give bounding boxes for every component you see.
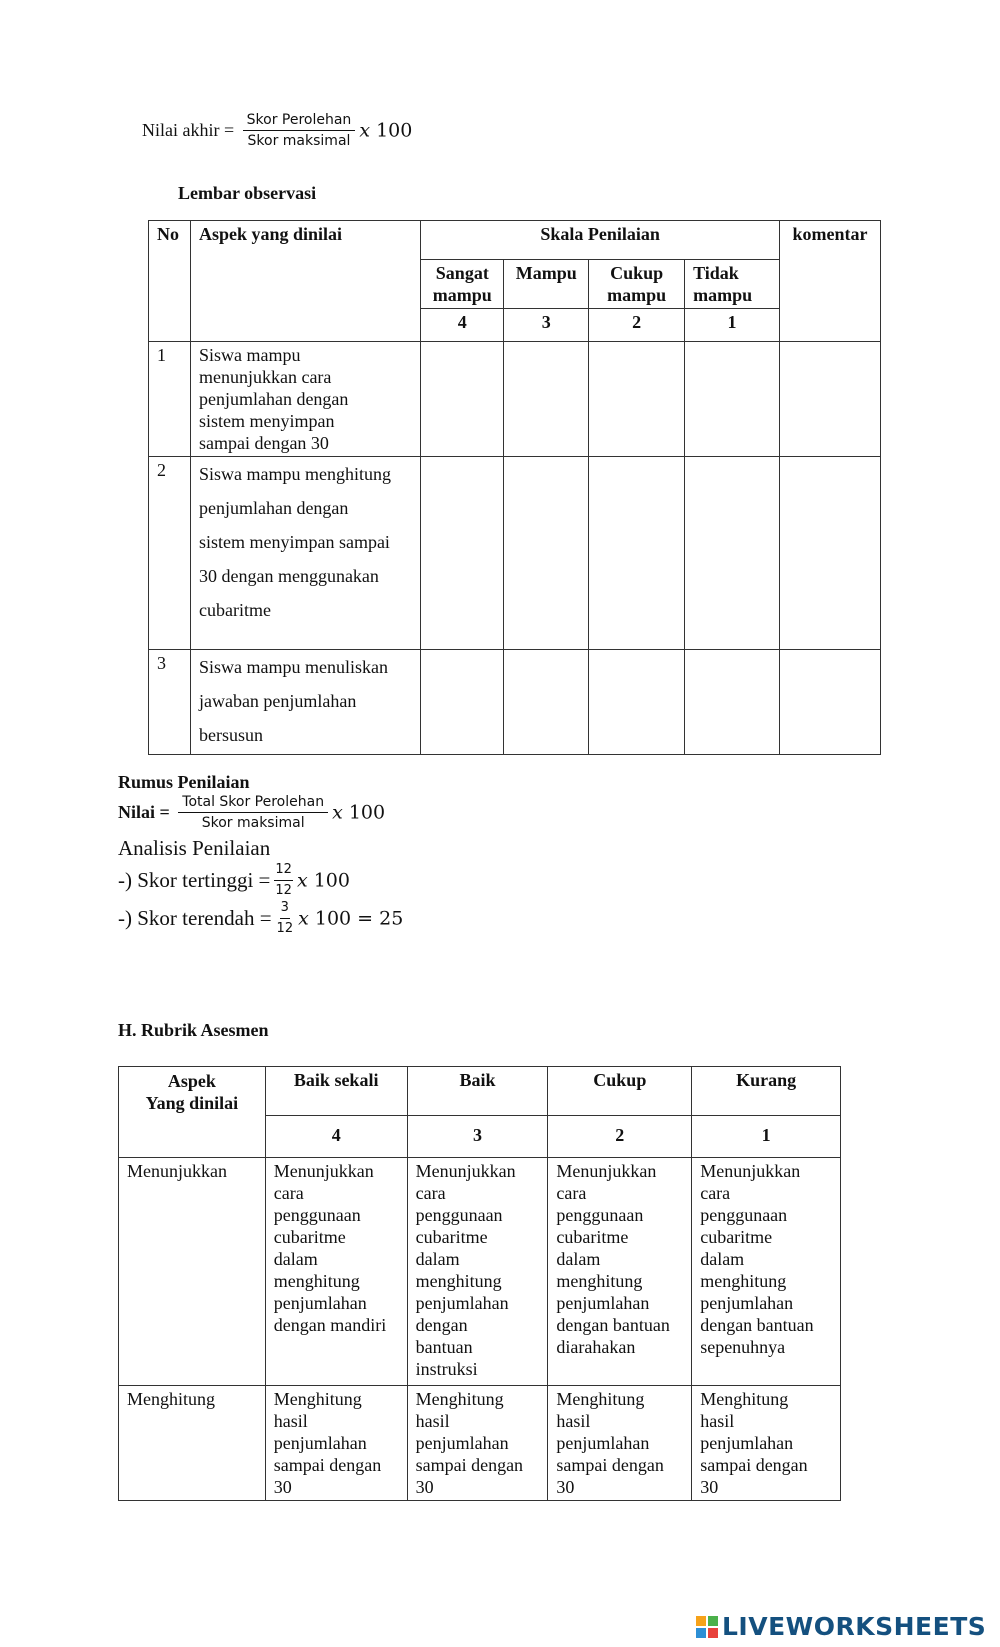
formula-label: Nilai akhir = xyxy=(142,120,239,140)
rubric-cell: Menghitung hasil penjumlahan sampai dengan 30 xyxy=(692,1386,841,1501)
scale-level-label: Tidak mampu xyxy=(685,260,780,309)
rubric-level-score: 2 xyxy=(548,1116,692,1158)
header-aspect: Aspek yang dinilai xyxy=(190,221,420,342)
row-number: 1 xyxy=(149,342,191,457)
comment-cell xyxy=(780,342,881,457)
highest-score-label: -) Skor tertinggi = xyxy=(118,868,271,892)
rubric-cell: Menghitung hasil penjumlahan sampai dengan 30 xyxy=(265,1386,407,1501)
table-row xyxy=(119,1386,841,1501)
rubric-cell: Menunjukkan cara penggunaan cubaritme dalam menghitung penjumlahan dengan bantuan diarahakan xyxy=(548,1158,692,1386)
score-cell xyxy=(589,650,685,755)
times-symbol: x xyxy=(359,119,371,142)
rumus-title: Rumus Penilaian xyxy=(118,772,250,792)
lowest-score-label: -) Skor terendah = xyxy=(118,906,272,930)
rubric-cell: Menunjukkan cara penggunaan cubaritme dalam menghitung penjumlahan dengan mandiri xyxy=(265,1158,407,1386)
table-row xyxy=(119,1158,841,1386)
scale-score: 3 xyxy=(504,309,589,342)
rubric-level-label: Baik xyxy=(407,1067,548,1116)
highest-rest: 100 xyxy=(313,869,350,892)
score-cell xyxy=(685,342,780,457)
rubric-level-label: Cukup xyxy=(548,1067,692,1116)
table-row xyxy=(149,342,881,457)
rumus-numerator: Total Skor Perolehan xyxy=(178,794,328,813)
observation-table xyxy=(148,220,881,755)
score-cell xyxy=(685,650,780,755)
table-row xyxy=(149,457,881,650)
rumus-denominator: Skor maksimal xyxy=(201,815,305,831)
score-cell xyxy=(589,457,685,650)
times-symbol: x xyxy=(332,801,343,824)
rubric-cell: Menunjukkan cara penggunaan cubaritme dalam menghitung penjumlahan dengan bantuan instruksi xyxy=(407,1158,548,1386)
scale-score: 2 xyxy=(589,309,685,342)
formula-denominator: Skor maksimal xyxy=(247,133,351,149)
rubric-aspect-header: Aspek Yang dinilai xyxy=(119,1067,266,1158)
formula-numerator: Skor Perolehan xyxy=(243,112,356,131)
scale-level-label: Cukup mampu xyxy=(589,260,685,309)
score-cell xyxy=(685,457,780,650)
table-row xyxy=(149,650,881,755)
score-cell xyxy=(504,342,589,457)
formula-fraction xyxy=(243,112,356,149)
rubric-level-label: Kurang xyxy=(692,1067,841,1116)
scale-score: 1 xyxy=(685,309,780,342)
rumus-value: 100 xyxy=(348,801,386,824)
liveworksheets-logo xyxy=(696,1612,986,1641)
highest-numerator: 12 xyxy=(274,862,293,881)
final-score-formula xyxy=(142,112,412,149)
formula-value: 100 xyxy=(376,119,413,142)
score-cell xyxy=(504,457,589,650)
liveworksheets-logo-icon xyxy=(696,1616,718,1638)
score-cell xyxy=(421,650,504,755)
rumus-label: Nilai = xyxy=(118,802,175,822)
header-comment: komentar xyxy=(780,221,881,342)
times-symbol: x xyxy=(298,907,309,930)
lowest-score-line xyxy=(118,900,403,937)
score-cell xyxy=(589,342,685,457)
observation-title: Lembar observasi xyxy=(178,183,317,203)
comment-cell xyxy=(780,650,881,755)
row-number: 2 xyxy=(149,457,191,650)
rubric-cell: Menunjukkan cara penggunaan cubaritme dalam menghitung penjumlahan dengan bantuan sepenuhnya xyxy=(692,1158,841,1386)
lowest-denominator: 12 xyxy=(276,921,294,936)
lowest-numerator: 3 xyxy=(280,900,290,919)
rubric-title: H. Rubrik Asesmen xyxy=(118,1020,269,1040)
rumus-formula xyxy=(118,794,385,831)
row-aspect: Siswa mampu menunjukkan cara penjumlahan dengan sistem menyimpan sampai dengan 30 xyxy=(190,342,420,457)
lowest-rest: 100 = 25 xyxy=(314,907,404,930)
scale-level-label: Sangat mampu xyxy=(421,260,504,309)
rubric-aspect: Menunjukkan xyxy=(119,1158,266,1386)
rumus-fraction xyxy=(178,794,328,831)
highest-score-line xyxy=(118,862,350,899)
highest-score-fraction xyxy=(274,862,293,899)
header-scale: Skala Penilaian xyxy=(421,221,780,260)
rubric-level-score: 4 xyxy=(265,1116,407,1158)
times-symbol: x xyxy=(296,869,308,892)
rubric-table xyxy=(118,1066,841,1501)
brand-text: LIVEWORKSHEETS xyxy=(722,1612,987,1641)
rubric-aspect: Menghitung xyxy=(119,1386,266,1501)
rubric-level-score: 3 xyxy=(407,1116,548,1158)
score-cell xyxy=(421,457,504,650)
row-aspect: Siswa mampu menghitung penjumlahan dengan sistem menyimpan sampai 30 dengan menggunakan cubaritme xyxy=(190,457,420,650)
rubric-level-score: 1 xyxy=(692,1116,841,1158)
lowest-score-fraction xyxy=(276,900,295,937)
rubric-cell: Menghitung hasil penjumlahan sampai dengan 30 xyxy=(548,1386,692,1501)
score-cell xyxy=(504,650,589,755)
score-cell xyxy=(421,342,504,457)
scale-score: 4 xyxy=(421,309,504,342)
rubric-level-label: Baik sekali xyxy=(265,1067,407,1116)
scale-level-label: Mampu xyxy=(504,260,589,309)
header-no: No xyxy=(149,221,191,342)
analisis-title: Analisis Penilaian xyxy=(118,836,271,860)
row-number: 3 xyxy=(149,650,191,755)
comment-cell xyxy=(780,457,881,650)
highest-denominator: 12 xyxy=(275,883,292,898)
row-aspect: Siswa mampu menuliskan jawaban penjumlahan bersusun xyxy=(190,650,420,755)
rubric-cell: Menghitung hasil penjumlahan sampai dengan 30 xyxy=(407,1386,548,1501)
